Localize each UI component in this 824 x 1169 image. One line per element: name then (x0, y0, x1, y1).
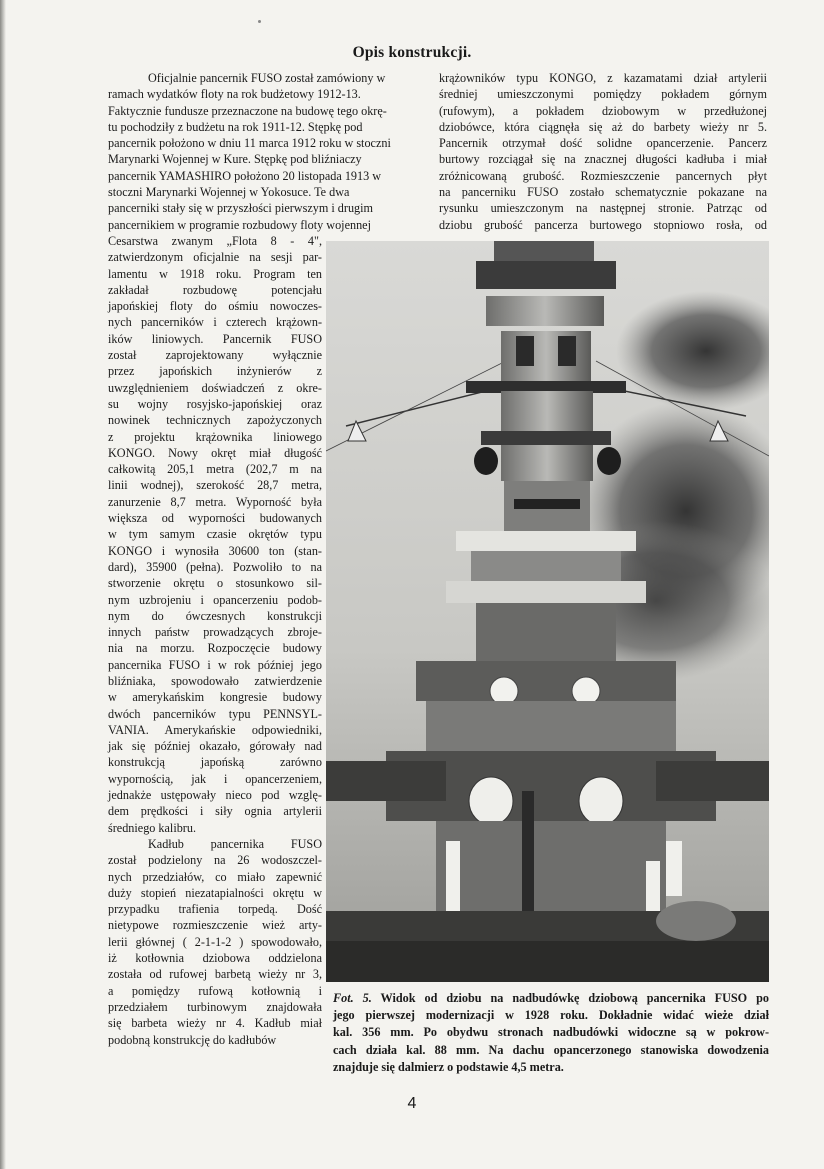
left-column-line: ramach wydatków floty na rok budżetowy 1912-13. (108, 87, 361, 102)
caption-line: kal. 356 mm. Po obydwu stronach nadbudówki widoczne są w pokrow- (333, 1025, 769, 1040)
right-text-column (439, 70, 767, 233)
photo-caption (333, 990, 769, 1076)
left-column-line: przedziałem turbinowym znajdowała (108, 999, 322, 1014)
left-column-line: został podzielony na 26 wodoszczel- (108, 853, 322, 868)
left-column-line: się barbeta wieży nr 4. Kadłub miał (108, 1016, 322, 1031)
left-column-line: duży stopień niezatapialności okrętu w (108, 885, 322, 900)
left-column-line: pancernik położono w dniu 11 marca 1912 roku w stoczni (108, 136, 391, 151)
left-column-line: pancernikiem w programie rozbudowy floty wojennej (108, 217, 371, 232)
left-column-line: pancerniki stały się w przyszłości pierwszym i drugim (108, 201, 374, 216)
left-column-line: w amerykańskim kongresie budowy (108, 690, 322, 705)
left-column-line: KONGO i wynosiła 30600 ton (stan- (108, 543, 322, 558)
left-column-line: zatwierdzonym oficjalnie na sesji par- (108, 250, 322, 265)
left-column-line: Kadłub pancernika FUSO (148, 836, 322, 851)
left-column-line: stworzenie okrętu o stosunkowo sil- (108, 576, 322, 591)
left-column-line: linii wodnej), szerokość 28,7 metra, (108, 478, 322, 493)
left-column-line: została od rufowej barbetą wieży nr 3, (108, 967, 322, 982)
left-column-line: nym do ówczesnych konstrukcji (108, 608, 322, 623)
left-column-line: jak się później okazało, górowały nad (108, 739, 322, 754)
right-column-line: dziobu grubość pancerza burtowego stopniowo rosła, od (439, 217, 767, 232)
left-column-line: dem prędkości i siły ognia artylerii (108, 804, 322, 819)
left-column-line: bliźniaka, spowodowało zatwierdzenie (108, 673, 322, 688)
left-column-line: Cesarstwa zwanym „Flota 8 - 4", (108, 233, 322, 248)
left-column-line: większa od wyporności budowanych (108, 511, 322, 526)
left-column-line: podobną konstrukcję do kadłubów (108, 1032, 277, 1047)
left-column-line: lamentu w 1918 roku. Program ten (108, 266, 322, 281)
left-column-line: nym uzbrojeniu i opancerzeniu podob- (108, 592, 322, 607)
caption-label: Fot. 5. (333, 991, 372, 1005)
right-column-line: dziobówce, która ciągnęła się aż do barbety wieży nr 5. (439, 119, 767, 134)
left-column-line: nych pancerników i czterech krążown- (108, 315, 322, 330)
left-column-line: przypadku trafienia torpedą. Dość (108, 902, 322, 917)
section-title: Opis konstrukcji. (352, 44, 472, 61)
right-column-line: Pancernik otrzymał dość solidne opancerzenie. Pancerz (439, 136, 767, 151)
left-column-line: tu pochodziły z budżetu na rok 1911-12. Stępkę pod (108, 119, 363, 134)
right-column-line: rysunku umieszczonym na następnej stronie. Patrząc od (439, 201, 767, 216)
left-column-line: wypornością, jak i opancerzeniem, (108, 771, 322, 786)
left-column-line: pancernika FUSO i w rok później jego (108, 657, 322, 672)
left-column-line: ików liniowych. Pancernik FUSO (108, 331, 322, 346)
caption-first-text: Widok od dziobu na nadbudówkę dziobową pancernika FUSO po (380, 991, 770, 1005)
left-column-line: nych przedziałów, co miało zapewnić (108, 869, 322, 884)
caption-line: znajduje się dalmierz o podstawie 4,5 metra. (333, 1059, 564, 1074)
left-column-line: Faktycznie fundusze przeznaczone na budowę tego okrę- (108, 103, 387, 118)
left-column-line: w tym samym czasie okrętów typu (108, 527, 322, 542)
left-column-line: nietypowe rozmieszczenie wież arty- (108, 918, 322, 933)
scan-speck (258, 20, 261, 23)
left-column-line: lerii głównej ( 2-1-1-2 ) spowodowało, (108, 934, 322, 949)
caption-line: jego pierwszej modernizacji w 1928 roku. Dokładnie widać wieże dział (333, 1008, 769, 1023)
left-column-line: pancernik YAMASHIRO położono 20 listopada 1913 w (108, 168, 382, 183)
right-column-line: średniej umieszczonymi pomiędzy pokładem górnym (439, 87, 767, 102)
right-column-line: krążowników typu KONGO, z kazamatami dział artylerii (439, 71, 767, 85)
left-column-line: iż kotłownia dziobowa oddzielona (108, 951, 322, 966)
left-column-line: całkowitą 205,1 metra (202,7 m na (108, 462, 322, 477)
left-column-line: a pomiędzy rufową kotłownią i (108, 983, 322, 998)
caption-lines (333, 1007, 769, 1076)
left-column-line: został zaprojektowany wyłącznie (108, 348, 322, 363)
left-column-line: Marynarki Wojennej w Kure. Stępkę pod bliźniaczy (108, 152, 362, 167)
left-column-line: KONGO. Nowy okręt miał długość (108, 445, 322, 460)
left-column-line: z projektu krążownika liniowego (108, 429, 322, 444)
left-column-line: dwóch pancerników typu PENNSYL- (108, 706, 322, 721)
scan-edge-shadow (0, 0, 6, 1169)
battleship-photo (326, 241, 769, 982)
left-column-line: Oficjalnie pancernik FUSO został zamówiony w (148, 71, 386, 85)
caption-line-first (333, 990, 769, 1007)
caption-line: cach działa kal. 88 mm. Na dachu opancerzonego stanowiska dowodzenia (333, 1042, 769, 1057)
left-column-line: uwzględnieniem doświadczeń z okre- (108, 380, 322, 395)
left-column-line: VANIA. Amerykańskie odpowiedniki, (108, 722, 322, 737)
left-column-line: innych państw prowadzących zbroje- (108, 625, 322, 640)
left-column-line: nowinek technicznych zapożyczonych (108, 413, 322, 428)
page-number: 4 (407, 1095, 417, 1112)
left-column-line: japońskiej floty do ośmiu nowoczes- (108, 299, 322, 314)
left-column-line: nia na morzu. Rozpoczęcie budowy (108, 641, 322, 656)
right-column-line: zróżnicowaną grubość. Rozmieszczenie pancernych płyt (439, 168, 767, 183)
left-column-line: jednakże ustępowały nieco pod wzglę- (108, 788, 322, 803)
right-column-line: burtowy rozciągał się na znacznej długości kadłuba i miał (439, 152, 767, 167)
left-column-line: średniego kalibru. (108, 820, 196, 835)
right-column-line: na pancerniku FUSO zostało schematycznie pokazane na (439, 185, 767, 200)
left-column-line: su wojny rosyjsko-japońskiej oraz (108, 396, 322, 411)
left-column-line: przez japońskich inżynierów z (108, 364, 322, 379)
left-column-line: stoczni Marynarki Wojennej w Yokosuce. Te dwa (108, 185, 350, 200)
left-column-line: zanurzenie 8,7 metra. Wyporność była (108, 494, 322, 509)
left-column-line: zakładał rozbudowę potencjału (108, 282, 322, 297)
right-column-line: (rufowym), a pokładem dziobowym w przedłużonej (439, 103, 767, 118)
left-column-line: dard), 35900 (pełna). Pozwoliło to na (108, 559, 322, 574)
left-column-line: konstrukcją japońską zarówno (108, 755, 322, 770)
